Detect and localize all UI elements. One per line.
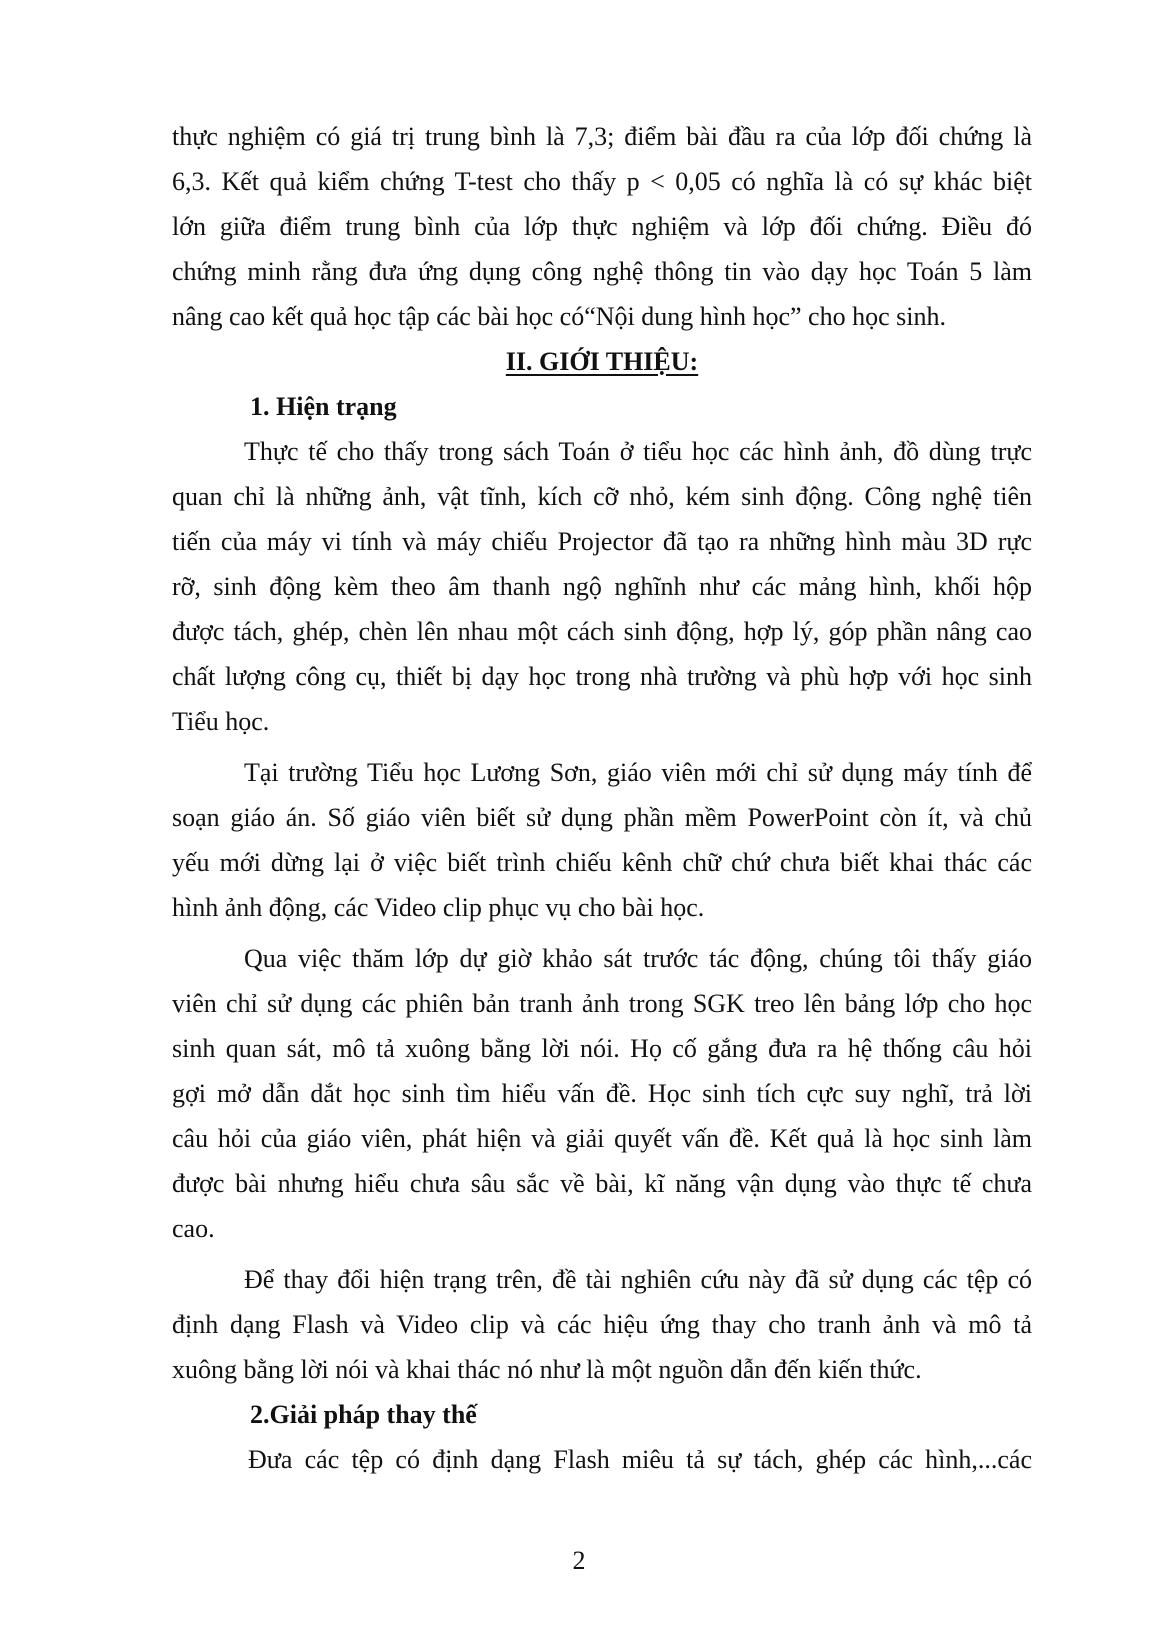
subheading-alternative-solution: 2.Giải pháp thay thế [250, 1400, 477, 1429]
text-line: được tách, ghép, chèn lên nhau một cách sinh động, hợp lý, góp phần nâng cao [172, 617, 1032, 646]
text-line: hình ảnh động, các Video clip phục vụ cho bài học. [172, 893, 705, 922]
paragraph-1 [172, 429, 1032, 744]
text-line: Để thay đổi hiện trạng trên, đề tài nghiên cứu này đã sử dụng các tệp có [244, 1265, 1032, 1294]
paragraph-intro [172, 114, 1032, 339]
text-line: định dạng Flash và Video clip và các hiệu ứng thay cho tranh ảnh và mô tả [172, 1310, 1032, 1339]
text-line: nâng cao kết quả học tập các bài học có“Nội dung hình học” cho học sinh. [172, 302, 946, 331]
section-heading: II. GIỚI THIỆU: [505, 347, 699, 376]
paragraph-3 [172, 936, 1032, 1251]
text-line: Đưa các tệp có định dạng Flash miêu tả sự tách, ghép các hình,...các [248, 1445, 1032, 1474]
text-line: được bài nhưng hiểu chưa sâu sắc về bài, kĩ năng vận dụng vào thực tế chưa [172, 1169, 1032, 1198]
text-line: lớn giữa điểm trung bình của lớp thực nghiệm và lớp đối chứng. Điều đó [172, 212, 1032, 241]
text-line: Tại trường Tiểu học Lương Sơn, giáo viên mới chỉ sử dụng máy tính để [244, 758, 1032, 787]
paragraph-2 [172, 750, 1032, 930]
text-line: quan chỉ là những ảnh, vật tĩnh, kích cỡ nhỏ, kém sinh động. Công nghệ tiên [172, 482, 1032, 511]
text-line: Tiểu học. [172, 707, 270, 736]
page-number: 2 [572, 1546, 586, 1575]
text-line: chứng minh rằng đưa ứng dụng công nghệ thông tin vào dạy học Toán 5 làm [172, 257, 1032, 286]
text-line: Qua việc thăm lớp dự giờ khảo sát trước tác động, chúng tôi thấy giáo [244, 944, 1032, 973]
text-line: chất lượng công cụ, thiết bị dạy học trong nhà trường và phù hợp với học sinh [172, 662, 1032, 691]
paragraph-4 [172, 1257, 1032, 1392]
text-line: 6,3. Kết quả kiểm chứng T-test cho thấy p < 0,05 có nghĩa là có sự khác biệt [172, 167, 1032, 196]
text-line: tiến của máy vi tính và máy chiếu Projector đã tạo ra những hình màu 3D rực [172, 527, 1032, 556]
text-line: rỡ, sinh động kèm theo âm thanh ngộ nghĩnh như các mảng hình, khối hộp [172, 572, 1032, 601]
text-line: cao. [172, 1214, 215, 1243]
subheading-current-state: 1. Hiện trạng [250, 392, 397, 421]
text-line: Thực tế cho thấy trong sách Toán ở tiểu học các hình ảnh, đồ dùng trực [244, 437, 1032, 466]
document-body [172, 114, 1032, 1482]
text-line: sinh quan sát, mô tả xuông bằng lời nói. Họ cố gắng đưa ra hệ thống câu hỏi [172, 1034, 1032, 1063]
text-line: câu hỏi của giáo viên, phát hiện và giải quyết vấn đề. Kết quả là học sinh làm [172, 1124, 1032, 1153]
text-line: xuông bằng lời nói và khai thác nó như là một nguồn dẫn đến kiến thức. [172, 1355, 922, 1384]
paragraph-5 [172, 1437, 1032, 1482]
text-line: viên chỉ sử dụng các phiên bản tranh ảnh trong SGK treo lên bảng lớp cho học [172, 989, 1032, 1018]
text-line: soạn giáo án. Số giáo viên biết sử dụng phần mềm PowerPoint còn ít, và chủ [172, 803, 1032, 832]
text-line: thực nghiệm có giá trị trung bình là 7,3; điểm bài đầu ra của lớp đối chứng là [172, 122, 1032, 151]
text-line: gợi mở dẫn dắt học sinh tìm hiểu vấn đề. Học sinh tích cực suy nghĩ, trả lời [172, 1079, 1032, 1108]
text-line: yếu mới dừng lại ở việc biết trình chiếu kênh chữ chứ chưa biết khai thác các [172, 848, 1032, 877]
